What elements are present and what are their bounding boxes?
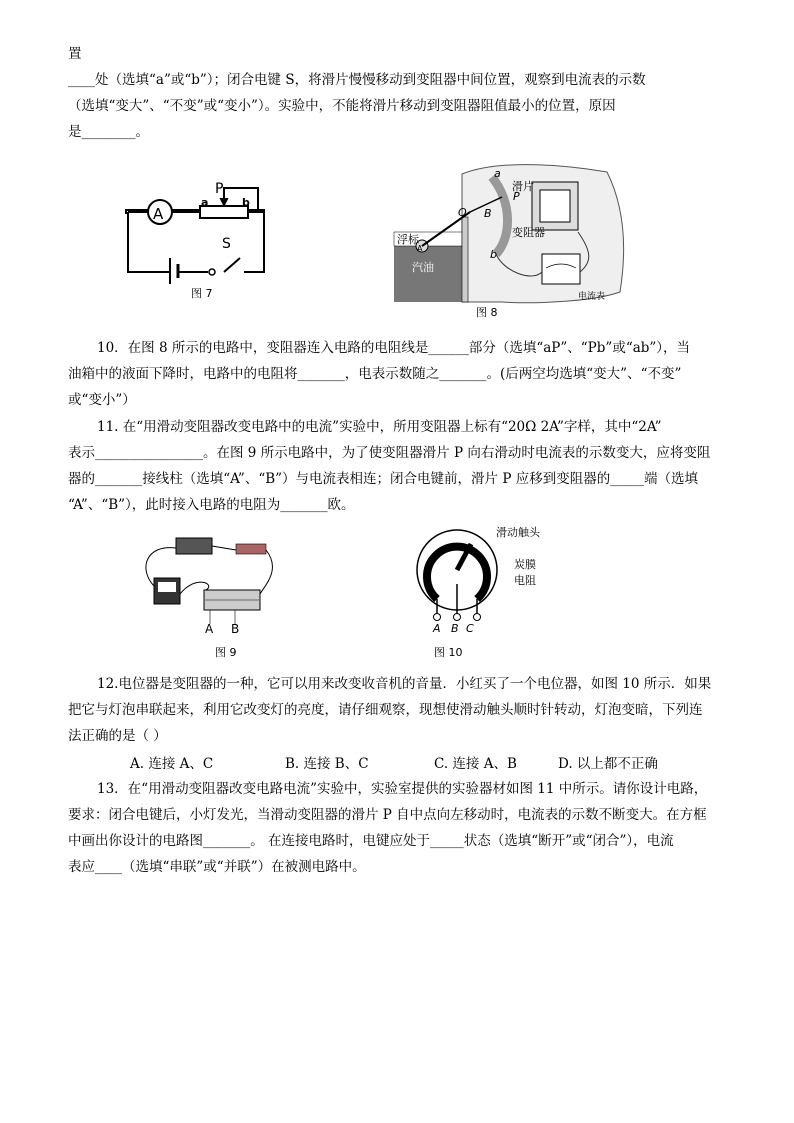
- text-line: 10．在图 8 所示的电路中，变阻器连入电路的电阻线是______部分（选填“aP”、“Pb”或“ab”），当: [97, 340, 691, 356]
- text-line: 置: [68, 46, 82, 62]
- label-B: B: [484, 207, 492, 220]
- option-b[interactable]: B. 连接 B、C: [285, 756, 369, 772]
- figure-7-caption: 图 7: [191, 287, 213, 300]
- figure-10-potentiometer: [410, 524, 510, 624]
- meter-a-label: A: [417, 244, 423, 253]
- text-line: “A”、“B”），此时接入电路的电阻为_______欧。: [68, 497, 355, 513]
- ammeter-label: A: [153, 205, 164, 223]
- text-line: （选填“变大”、“不变”或“变小”）。实验中，不能将滑片移动到变阻器阻值最小的位置，原因: [68, 98, 616, 114]
- text-line: 12.电位器是变阻器的一种，它可以用来改变收音机的音量．小红买了一个电位器，如图 10 所示．如果: [97, 676, 712, 692]
- slider-p-label: P: [513, 190, 520, 203]
- label-b: b: [242, 196, 250, 209]
- figure-9-circuit: [136, 524, 296, 624]
- resistor-label: 电阻: [514, 574, 536, 587]
- label-b: b: [490, 248, 497, 261]
- text-line: ____处（选填“a”或“b”）；闭合电键 S，将滑片慢慢移动到变阻器中间位置，观察到电流表的示数: [68, 72, 646, 88]
- pin-a-label: A: [433, 622, 441, 635]
- option-c[interactable]: C. 连接 A、B: [434, 756, 517, 772]
- text-line: 是________。: [68, 124, 149, 140]
- text-line: 中画出你设计的电路图_______。 在连接电路时，电键应处于_____状态（选填“断开”或“闭合”），电流: [68, 833, 674, 849]
- float-label: 浮标: [397, 233, 419, 246]
- label-a: A: [205, 622, 214, 636]
- text-line: 油箱中的液面下降时，电路中的电阻将_______，电表示数随之_______。(后两空均选填“变大”、“不变”: [68, 366, 682, 382]
- film-label: 炭膜: [514, 558, 536, 571]
- ammeter-label: 电流表: [578, 292, 606, 302]
- pin-b-label: B: [451, 622, 459, 635]
- text-line: 表示________________。在图 9 所示电路中，为了使变阻器滑片 P 向右滑动时电流表的示数变大，应将变阻: [68, 445, 711, 461]
- label-o: O: [458, 206, 467, 219]
- label-a: a: [494, 167, 501, 180]
- figure-7-circuit: [120, 180, 270, 280]
- contact-label: 滑动触头: [496, 526, 540, 539]
- figure-10-caption: 图 10: [434, 646, 463, 659]
- text-line: 法正确的是（ ）: [68, 728, 167, 744]
- label-a: a: [201, 196, 209, 209]
- option-d[interactable]: D. 以上都不正确: [558, 756, 658, 772]
- text-line: 13．在“用滑动变阻器改变电路电流”实验中，实验室提供的实验器材如图 11 中所示。请你设计电路，: [97, 781, 708, 797]
- pin-c-label: C: [466, 622, 474, 635]
- text-line: 器的_______接线柱（选填“A”、“B”）与电流表相连；闭合电键前，滑片 P 应移到变阻器的_____端（选填: [68, 471, 698, 487]
- figure-9-caption: 图 9: [215, 646, 237, 659]
- text-line: 要求：闭合电键后，小灯发光，当滑动变阻器的滑片 P 自中点向左移动时，电流表的示数不断变大。在方框: [68, 807, 707, 823]
- oil-label: 汽油: [412, 261, 434, 274]
- text-line: 或“变小”）: [68, 392, 136, 408]
- text-line: 11. 在“用滑动变阻器改变电路中的电流”实验中，所用变阻器上标有“20Ω 2A”字样，其中“2A”: [97, 419, 662, 435]
- label-s: S: [222, 236, 231, 252]
- option-a[interactable]: A. 连接 A、C: [130, 756, 214, 772]
- rheostat-label: 变阻器: [512, 226, 545, 239]
- label-p: P: [215, 181, 224, 197]
- label-b: B: [231, 622, 240, 636]
- figure-8-caption: 图 8: [476, 306, 498, 319]
- text-line: 把它与灯泡串联起来，利用它改变灯的亮度，请仔细观察，现想使滑动触头顺时针转动，灯泡变暗，下列连: [68, 702, 703, 718]
- text-line: 表应____（选填“串联”或“并联”）在被测电路中。: [68, 859, 366, 875]
- slider-label: 滑片: [512, 180, 534, 193]
